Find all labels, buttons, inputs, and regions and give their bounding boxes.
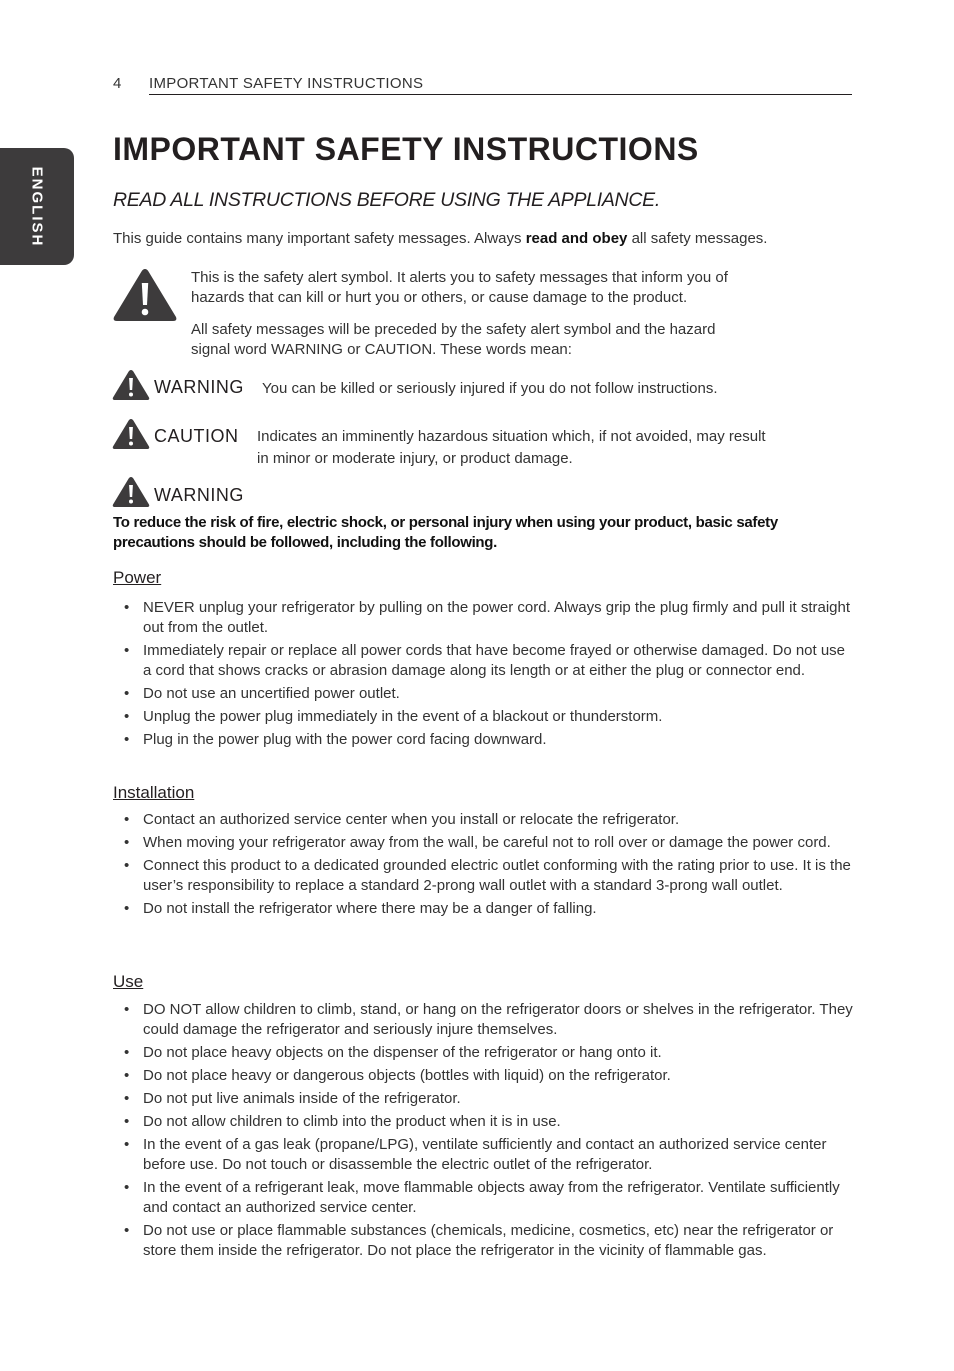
list-item: • Do not place heavy objects on the dispenser of the refrigerator or hang onto it. <box>113 1043 853 1063</box>
intro-after: all safety messages. <box>627 230 768 247</box>
list-item: • In the event of a gas leak (propane/LPG), ventilate sufficiently and contact an authorized service center before use. Do not touch or disassemble the electric outlet of the refrigerator. <box>113 1135 853 1175</box>
intro-bold: read and obey <box>525 230 628 247</box>
power-list <box>113 598 853 753</box>
safety-alert-icon <box>112 267 178 323</box>
list-item: • Immediately repair or replace all power cords that have become frayed or otherwise damaged. Do not use a cord that shows cracks or abrasion damage along its length or at either the plug or connector end. <box>113 641 853 681</box>
warning-block-text-1: To reduce the risk of fire, electric shock, or personal injury when using your product, basic safety <box>113 514 778 531</box>
list-item: • Do not use or place flammable substances (chemicals, medicine, cosmetics, etc) near the refrigerator or store them inside the refrigerator. Do not place the refrigerator in the vicinity of flammable gas. <box>113 1221 853 1261</box>
warning-label: WARNING <box>154 377 244 397</box>
caution-label: CAUTION <box>154 426 239 446</box>
list-item: • In the event of a refrigerant leak, move flammable objects away from the refrigerator. Ventilate sufficiently and contact an authorized service center. <box>113 1178 853 1218</box>
language-tab <box>0 148 74 265</box>
page-number: 4 <box>113 75 122 92</box>
section-heading-power: Power <box>113 568 162 587</box>
caution-definition-1: Indicates an imminently hazardous situation which, if not avoided, may result <box>257 428 766 445</box>
warning-block-icon <box>112 476 150 508</box>
intro-text <box>113 230 767 247</box>
section-heading-installation: Installation <box>113 783 195 802</box>
warning-block-label: WARNING <box>154 485 244 505</box>
alert-text-2: hazards that can kill or hurt you or others, or cause damage to the product. <box>191 289 688 306</box>
alert-text-3: All safety messages will be preceded by the safety alert symbol and the hazard <box>191 321 716 338</box>
alert-text-1: This is the safety alert symbol. It alerts you to safety messages that inform you of <box>191 269 728 286</box>
section-heading-use: Use <box>113 972 144 991</box>
list-item: • When moving your refrigerator away from the wall, be careful not to roll over or damage the power cord. <box>113 833 853 853</box>
list-item: • DO NOT allow children to climb, stand, or hang on the refrigerator doors or shelves in the refrigerator. They could damage the refrigerator and seriously injure themselves. <box>113 1000 853 1040</box>
language-tab-label: ENGLISH <box>28 166 46 247</box>
intro-before: This guide contains many important safety messages. Always <box>113 230 526 247</box>
header-divider <box>149 94 852 95</box>
list-item: • Do not allow children to climb into the product when it is in use. <box>113 1112 853 1132</box>
alert-text-4: signal word WARNING or CAUTION. These words mean: <box>191 341 572 358</box>
list-item: • Plug in the power plug with the power cord facing downward. <box>113 730 853 750</box>
warning-icon <box>112 369 150 401</box>
list-item: • Do not put live animals inside of the refrigerator. <box>113 1089 853 1109</box>
list-item: • Connect this product to a dedicated grounded electric outlet conforming with the rating prior to use. It is the user’s responsibility to replace a standard 2-prong wall outlet with a standard 3-prong wall outlet. <box>113 856 853 896</box>
list-item: • Unplug the power plug immediately in the event of a blackout or thunderstorm. <box>113 707 853 727</box>
installation-list <box>113 810 853 922</box>
list-item: • Contact an authorized service center when you install or relocate the refrigerator. <box>113 810 853 830</box>
page-title: IMPORTANT SAFETY INSTRUCTIONS <box>113 131 699 167</box>
caution-icon <box>112 418 150 450</box>
running-header: IMPORTANT SAFETY INSTRUCTIONS <box>149 75 424 92</box>
caution-definition-2: in minor or moderate injury, or product damage. <box>257 450 573 467</box>
list-item: • Do not install the refrigerator where there may be a danger of falling. <box>113 899 853 919</box>
page-subtitle: READ ALL INSTRUCTIONS BEFORE USING THE APPLIANCE. <box>113 189 660 211</box>
use-list <box>113 1000 853 1264</box>
list-item: • Do not use an uncertified power outlet. <box>113 684 853 704</box>
list-item: • NEVER unplug your refrigerator by pulling on the power cord. Always grip the plug firmly and pull it straight out from the outlet. <box>113 598 853 638</box>
list-item: • Do not place heavy or dangerous objects (bottles with liquid) on the refrigerator. <box>113 1066 853 1086</box>
warning-block-text-2: precautions should be followed, including the following. <box>113 534 498 551</box>
warning-definition: You can be killed or seriously injured if you do not follow instructions. <box>262 380 718 397</box>
